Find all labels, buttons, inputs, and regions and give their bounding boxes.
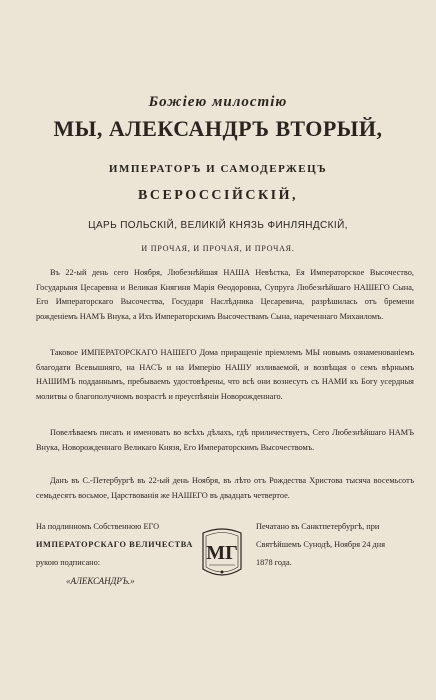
title-emperor-autocrat: ИМПЕРАТОРЪ И САМОДЕРЖЕЦЪ [108, 163, 328, 175]
paragraph-titling-order: Повелѣваемъ писать и именовать во всѣхъ дѣлахъ, гдѣ приличествуетъ, Сего Любезнѣйшаго НАМЪ Внука, Новорожденнаго Великаго Князя, Его Императорскимъ Высочествомъ. [36, 428, 414, 452]
svg-text:МГ: МГ [206, 542, 238, 564]
printing-note [256, 518, 420, 572]
paragraph-dated: Данъ въ С.-Петербургѣ въ 22-ый день Ноября, въ лѣто отъ Рождества Христова тысяча восемьсотъ семьдесятъ восьмое, Царствованiя же НАШЕГО въ двадцать четвертое. [36, 476, 414, 500]
signature-line-3: рукою подписано: [36, 558, 101, 567]
printing-line-2: Святѣйшемъ Сунодѣ, Ноября 24 дня [256, 540, 386, 549]
signature-name: «АЛЕКСАНДРЪ.» [66, 576, 135, 586]
printing-line-1: Печатано въ Санктпетербургѣ, при [256, 522, 380, 531]
title-emperor-name: МЫ, АЛЕКСАНДРЪ ВТОРЫЙ, [53, 116, 383, 141]
signature-line-2: ИМПЕРАТОРСКАГО ВЕЛИЧЕСТВА [36, 540, 193, 549]
title-etcetera: И ПРОЧАЯ, И ПРОЧАЯ, И ПРОЧАЯ. [141, 244, 295, 253]
title-by-grace: Божiею милостiю [148, 94, 288, 110]
paragraph-birth-announcement: Въ 22-ый день сего Ноября, Любезнѣйшая НАША Невѣстка, Ея Императорское Высочество, Государыня Цесаревна и Великая Княгиня Марiя Ѳеодоровна, Супруга Любезнѣйшаго НАШЕГО Сына, Его Императорскаго Высочества, Государя Наслѣдника Цесаревича, разрѣшилась отъ бремени рожденiемъ НАМЪ Внука, а Ихъ Императорскимъ Высочествамъ Сына, нареченнаго Михаиломъ. [36, 268, 414, 322]
printing-line-3: 1878 года. [256, 558, 292, 567]
title-all-russia: ВСЕРОССIЙСКIЙ, [138, 188, 298, 203]
paragraph-blessing: Таковое ИМПЕРАТОРСКАГО НАШЕГО Дома приращенiе прiемлемъ МЫ новымъ ознаменованiемъ благодати Всевышняго, на НАСЪ и на Имперiю НАШУ изливаемой, и возвѣщая о семъ вѣрнымъ НАШИМЪ подданнымъ, пребываемъ удостовѣрены, что всѣ они вознесутъ съ НАМИ къ Богу усердныя молитвы о благополучномъ возрастѣ и преуспѣянiи Новорожденнаго. [36, 348, 414, 402]
signature-line-1: На подлинномъ Собственною ЕГО [36, 522, 160, 531]
signature-block [36, 518, 196, 590]
title-tsar-poland-finland: ЦАРЬ ПОЛЬСКIЙ, ВЕЛИКIЙ КНЯЗЬ ФИНЛЯНДСКIЙ, [88, 220, 348, 231]
synod-printing-seal-icon [199, 525, 245, 581]
